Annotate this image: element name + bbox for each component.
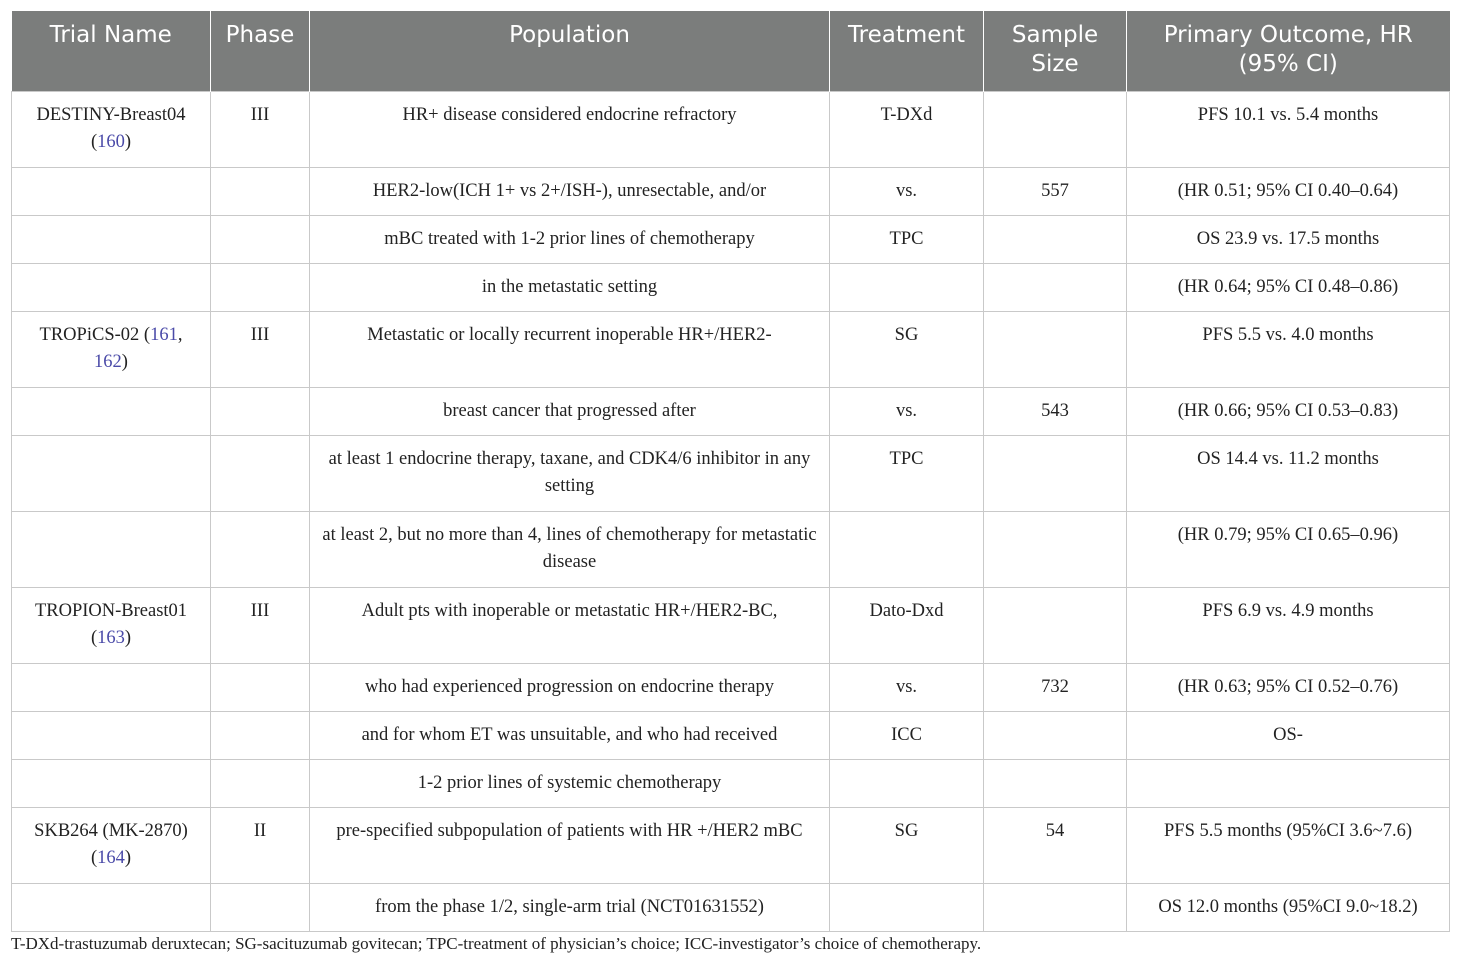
sample-size-cell xyxy=(984,512,1127,588)
header-treatment: Treatment xyxy=(830,11,984,92)
population-cell: breast cancer that progressed after xyxy=(310,388,830,436)
outcome-cell: PFS 5.5 months (95%CI 3.6~7.6) xyxy=(1127,808,1450,884)
treatment-cell: Dato-Dxd xyxy=(830,588,984,664)
treatment-cell: ICC xyxy=(830,712,984,760)
trial-name-cell xyxy=(12,388,211,436)
trial-name-cell xyxy=(12,664,211,712)
trial-name-cell xyxy=(12,436,211,512)
treatment-cell: vs. xyxy=(830,664,984,712)
table-footnote: T-DXd-trastuzumab deruxtecan; SG-sacituzumab govitecan; TPC-treatment of physician’s choice; ICC-investigator’s choice of chemotherapy. xyxy=(11,934,982,953)
table-row xyxy=(12,760,1450,808)
table-body xyxy=(12,92,1450,932)
trial-name-cell: SKB264 (MK-2870) (164) xyxy=(12,808,211,884)
treatment-cell: T-DXd xyxy=(830,92,984,168)
outcome-cell: OS 12.0 months (95%CI 9.0~18.2) xyxy=(1127,884,1450,932)
table-row xyxy=(12,216,1450,264)
sample-size-cell xyxy=(984,92,1127,168)
outcome-cell: (HR 0.66; 95% CI 0.53–0.83) xyxy=(1127,388,1450,436)
population-cell: from the phase 1/2, single-arm trial (NCT01631552) xyxy=(310,884,830,932)
sample-size-cell xyxy=(984,216,1127,264)
header-trial-name: Trial Name xyxy=(12,11,211,92)
table-row xyxy=(12,512,1450,588)
trial-name-cell xyxy=(12,216,211,264)
population-cell: Adult pts with inoperable or metastatic HR+/HER2-BC, xyxy=(310,588,830,664)
sample-size-cell xyxy=(984,884,1127,932)
table-row xyxy=(12,388,1450,436)
sample-size-cell: 557 xyxy=(984,168,1127,216)
table-row xyxy=(12,92,1450,168)
trial-name-cell xyxy=(12,884,211,932)
trial-name-cell xyxy=(12,760,211,808)
header-primary-outcome: Primary Outcome, HR (95% CI) xyxy=(1127,11,1450,92)
table-row xyxy=(12,808,1450,884)
sample-size-cell xyxy=(984,588,1127,664)
reference-link[interactable]: 161 xyxy=(150,325,178,345)
population-cell: Metastatic or locally recurrent inoperable HR+/HER2- xyxy=(310,312,830,388)
phase-cell xyxy=(211,216,310,264)
header-phase: Phase xyxy=(211,11,310,92)
outcome-cell: (HR 0.63; 95% CI 0.52–0.76) xyxy=(1127,664,1450,712)
outcome-cell: PFS 5.5 vs. 4.0 months xyxy=(1127,312,1450,388)
population-cell: pre-specified subpopulation of patients with HR +/HER2 mBC xyxy=(310,808,830,884)
phase-cell: III xyxy=(211,588,310,664)
table-row xyxy=(12,588,1450,664)
phase-cell xyxy=(211,388,310,436)
outcome-cell: OS 14.4 vs. 11.2 months xyxy=(1127,436,1450,512)
trial-name-cell: DESTINY-Breast04 (160) xyxy=(12,92,211,168)
sample-size-cell: 54 xyxy=(984,808,1127,884)
population-cell: HR+ disease considered endocrine refractory xyxy=(310,92,830,168)
treatment-cell: SG xyxy=(830,808,984,884)
population-cell: and for whom ET was unsuitable, and who had received xyxy=(310,712,830,760)
population-cell: who had experienced progression on endocrine therapy xyxy=(310,664,830,712)
sample-size-cell xyxy=(984,312,1127,388)
trial-name-cell xyxy=(12,712,211,760)
outcome-cell: PFS 10.1 vs. 5.4 months xyxy=(1127,92,1450,168)
outcome-cell: (HR 0.64; 95% CI 0.48–0.86) xyxy=(1127,264,1450,312)
phase-cell xyxy=(211,712,310,760)
phase-cell: III xyxy=(211,92,310,168)
reference-link[interactable]: 160 xyxy=(97,132,125,152)
outcome-cell: OS 23.9 vs. 17.5 months xyxy=(1127,216,1450,264)
treatment-cell xyxy=(830,884,984,932)
population-cell: 1-2 prior lines of systemic chemotherapy xyxy=(310,760,830,808)
sample-size-cell xyxy=(984,760,1127,808)
sample-size-cell xyxy=(984,436,1127,512)
table-row xyxy=(12,884,1450,932)
outcome-cell: (HR 0.79; 95% CI 0.65–0.96) xyxy=(1127,512,1450,588)
treatment-cell xyxy=(830,760,984,808)
outcome-cell: PFS 6.9 vs. 4.9 months xyxy=(1127,588,1450,664)
treatment-cell: TPC xyxy=(830,216,984,264)
treatment-cell: vs. xyxy=(830,168,984,216)
table-row xyxy=(12,264,1450,312)
phase-cell: II xyxy=(211,808,310,884)
population-cell: at least 2, but no more than 4, lines of chemotherapy for metastatic disease xyxy=(310,512,830,588)
sample-size-cell xyxy=(984,264,1127,312)
treatment-cell: vs. xyxy=(830,388,984,436)
population-cell: mBC treated with 1-2 prior lines of chemotherapy xyxy=(310,216,830,264)
trials-table-container xyxy=(11,11,1449,932)
outcome-cell: OS- xyxy=(1127,712,1450,760)
trials-table xyxy=(11,11,1450,932)
phase-cell xyxy=(211,760,310,808)
trial-name-cell xyxy=(12,512,211,588)
population-cell: at least 1 endocrine therapy, taxane, and CDK4/6 inhibitor in any setting xyxy=(310,436,830,512)
treatment-cell: TPC xyxy=(830,436,984,512)
treatment-cell xyxy=(830,512,984,588)
reference-link[interactable]: 162 xyxy=(94,352,122,372)
trial-name-cell: TROPiCS-02 (161, 162) xyxy=(12,312,211,388)
treatment-cell: SG xyxy=(830,312,984,388)
header-population: Population xyxy=(310,11,830,92)
phase-cell: III xyxy=(211,312,310,388)
table-row xyxy=(12,712,1450,760)
population-cell: in the metastatic setting xyxy=(310,264,830,312)
trial-name-cell: TROPION-Breast01 (163) xyxy=(12,588,211,664)
trial-name-cell xyxy=(12,264,211,312)
table-row xyxy=(12,664,1450,712)
phase-cell xyxy=(211,168,310,216)
population-cell: HER2-low(ICH 1+ vs 2+/ISH-), unresectable, and/or xyxy=(310,168,830,216)
sample-size-cell: 732 xyxy=(984,664,1127,712)
header-sample-size: Sample Size xyxy=(984,11,1127,92)
sample-size-cell: 543 xyxy=(984,388,1127,436)
table-row xyxy=(12,436,1450,512)
treatment-cell xyxy=(830,264,984,312)
phase-cell xyxy=(211,264,310,312)
phase-cell xyxy=(211,436,310,512)
table-row xyxy=(12,312,1450,388)
sample-size-cell xyxy=(984,712,1127,760)
trial-name-cell xyxy=(12,168,211,216)
outcome-cell xyxy=(1127,760,1450,808)
phase-cell xyxy=(211,664,310,712)
header-row xyxy=(12,11,1450,92)
reference-link[interactable]: 163 xyxy=(97,628,125,648)
reference-link[interactable]: 164 xyxy=(97,848,125,868)
phase-cell xyxy=(211,512,310,588)
phase-cell xyxy=(211,884,310,932)
table-row xyxy=(12,168,1450,216)
outcome-cell: (HR 0.51; 95% CI 0.40–0.64) xyxy=(1127,168,1450,216)
